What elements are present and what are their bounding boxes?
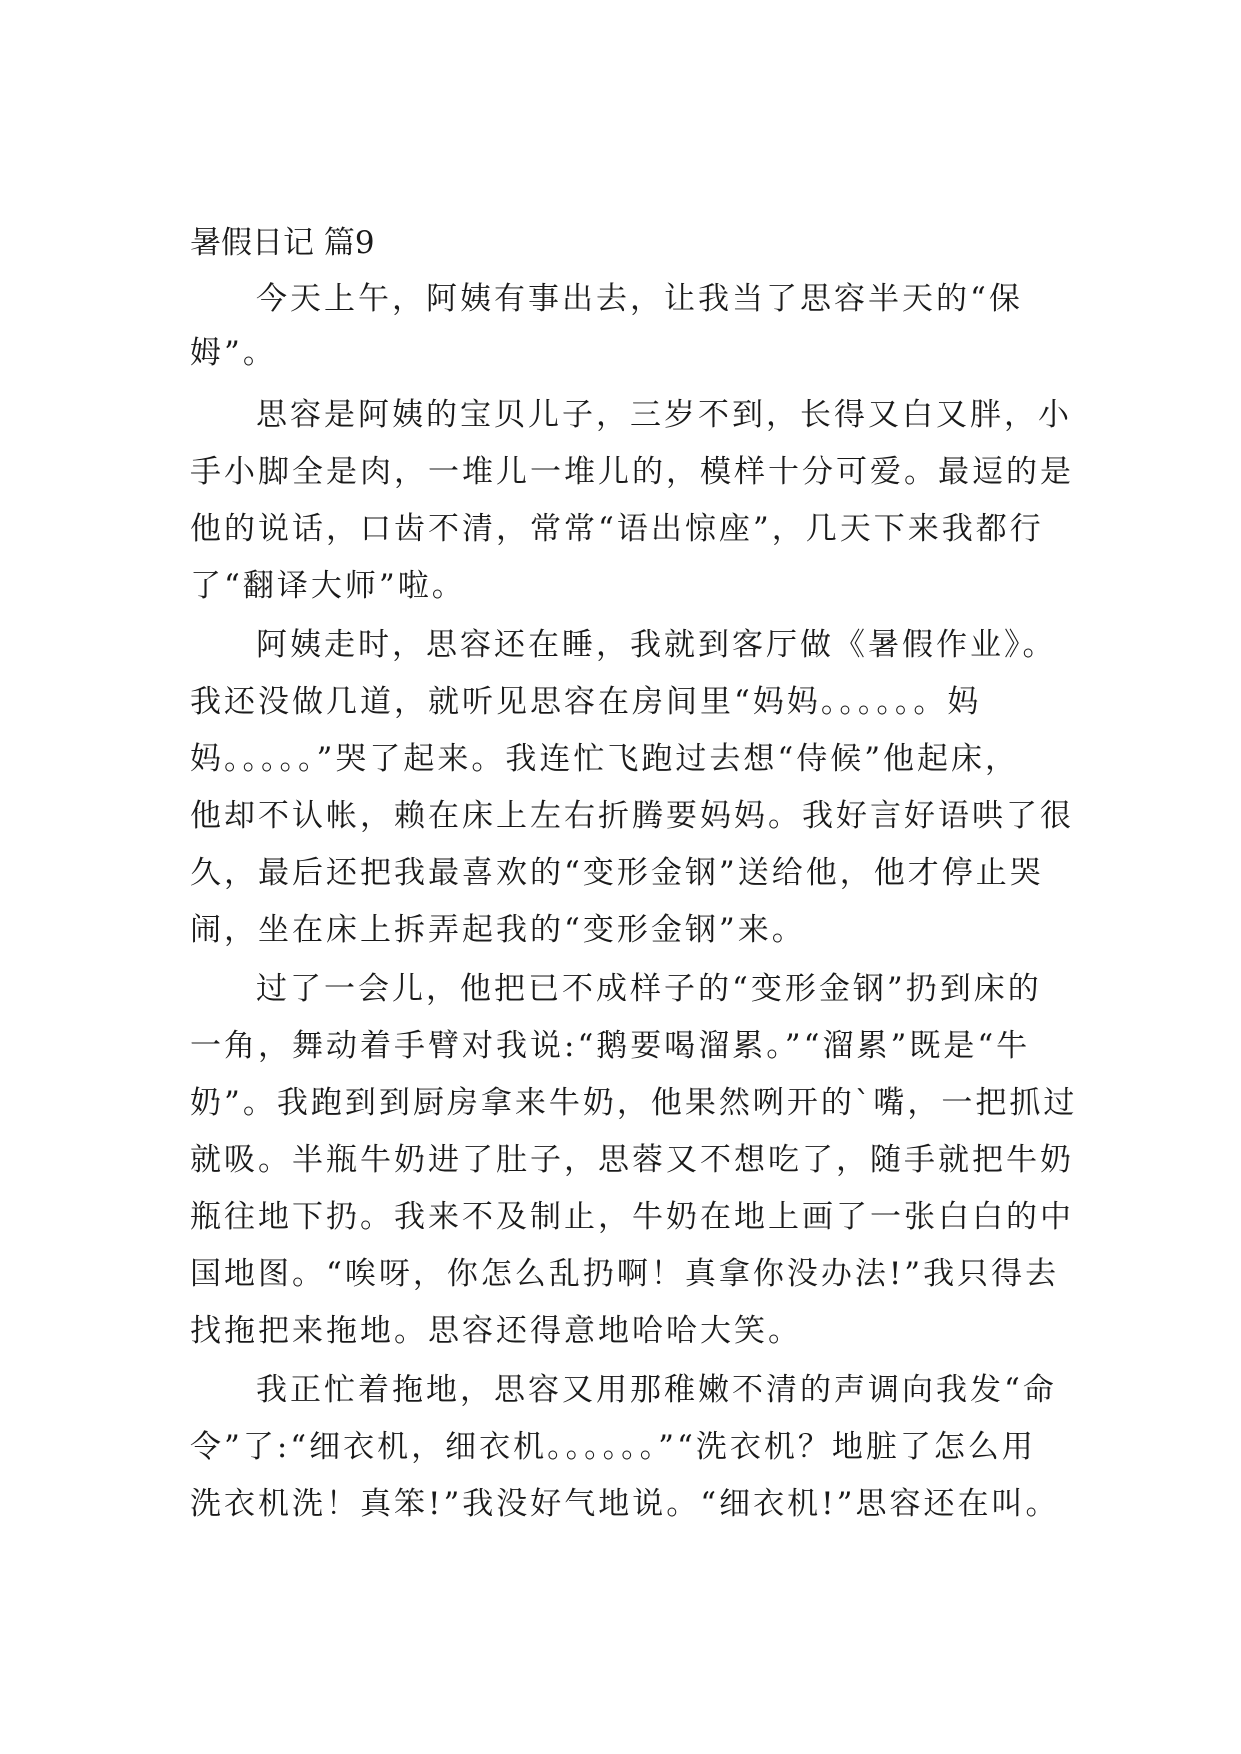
text-line: 今天上午，阿姨有事出去，让我当了思容半天的“保: [256, 281, 1023, 317]
text-line: 我还没做几道，就听见思容在房间里“妈妈。。。。。。妈: [190, 684, 982, 720]
text-line: 姆”。: [190, 335, 277, 371]
text-line: 阿姨走时，思容还在睡，我就到客厅做《暑假作业》。: [256, 627, 1057, 663]
text-line: 手小脚全是肉，一堆儿一堆儿的，模样十分可爱。最逗的是: [190, 454, 1074, 490]
text-line: 令”了:“细衣机，细衣机。。。。。。”“洗衣机？地脏了怎么用: [190, 1429, 1036, 1465]
text-line: 妈。。。。。”哭了起来。我连忙飞跑过去想“侍候”他起床，: [190, 741, 1020, 777]
text-line: 瓶往地下扔。我来不及制止，牛奶在地上画了一张白白的中: [190, 1199, 1074, 1235]
text-line: 他却不认帐，赖在床上左右折腾要妈妈。我好言好语哄了很: [190, 798, 1074, 834]
text-line: 国地图。“唉呀，你怎么乱扔啊！真拿你没办法!”我只得去: [190, 1256, 1060, 1292]
text-line: 过了一会儿，他把已不成样子的“变形金钢”扔到床的: [256, 971, 1042, 1007]
text-line: 一角，舞动着手臂对我说:“鹅要喝溜累。”“溜累”既是“牛: [190, 1028, 1031, 1064]
text-line: 洗衣机洗！真笨!”我没好气地说。“细衣机!”思容还在叫。: [190, 1486, 1060, 1522]
text-line: 奶”。我跑到到厨房拿来牛奶，他果然咧开的`嘴，一把抓过: [190, 1085, 1078, 1121]
text-line: 我正忙着拖地，思容又用那稚嫩不清的声调向我发“命: [256, 1372, 1057, 1408]
text-line: 就吸。半瓶牛奶进了肚子，思蓉又不想吃了，随手就把牛奶: [190, 1142, 1074, 1178]
text-line: 思容是阿姨的宝贝儿子，三岁不到，长得又白又胖，小: [256, 397, 1072, 433]
text-line: 了“翻译大师”啦。: [190, 568, 466, 604]
text-line: 找拖把来拖地。思容还得意地哈哈大笑。: [190, 1313, 802, 1349]
document-title: 暑假日记 篇9: [190, 225, 375, 261]
text-line: 久，最后还把我最喜欢的“变形金钢”送给他，他才停止哭: [190, 855, 1044, 891]
text-line: 他的说话，口齿不清，常常“语出惊座”，几天下来我都行: [190, 511, 1044, 547]
text-line: 闹，坐在床上拆弄起我的“变形金钢”来。: [190, 912, 806, 948]
